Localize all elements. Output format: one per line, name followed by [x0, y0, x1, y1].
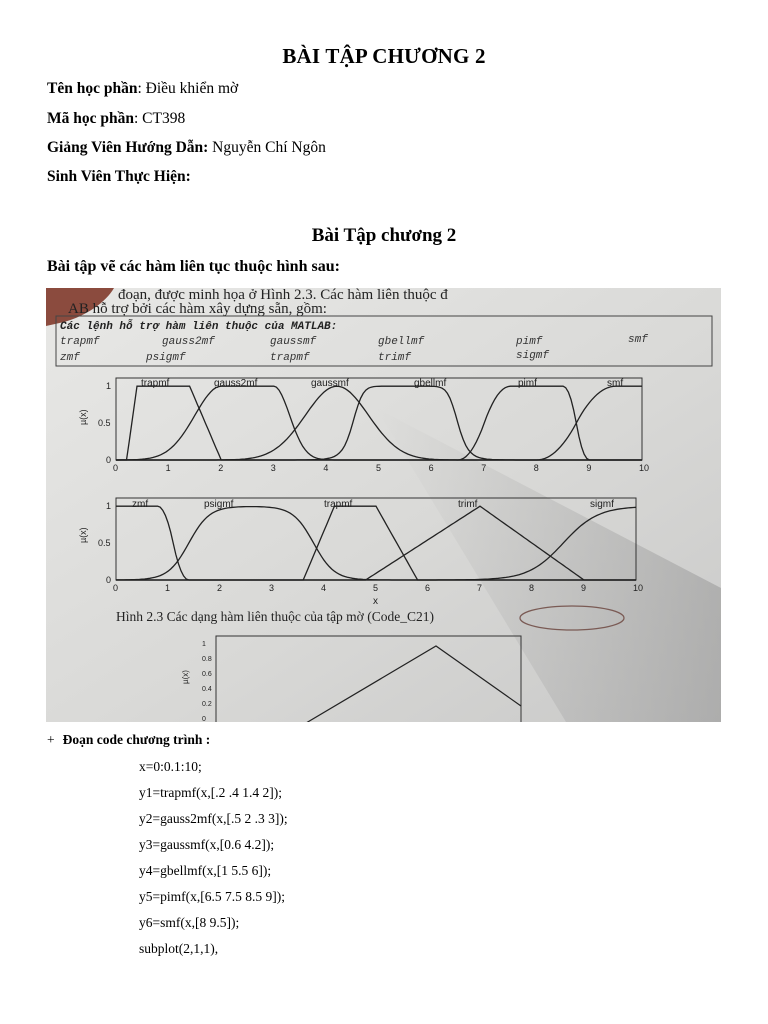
plot-3-ylabel: µ(x): [181, 670, 190, 684]
code-line: y5=pimf(x,[6.5 7.5 8.5 9]);: [139, 889, 285, 904]
plot-2-xtick-label: 9: [581, 583, 587, 593]
code-line: y1=trapmf(x,[.2 .4 1.4 2]);: [139, 785, 282, 800]
code-line: subplot(2,1,1),: [139, 941, 219, 956]
student-line: [47, 168, 191, 186]
plot-2-xtick-label: 1: [165, 583, 171, 593]
plot-2-xlabel: x: [373, 596, 378, 607]
plot-1-ytick-label: 0.5: [98, 418, 111, 429]
code-line: y6=smf(x,[8 9.5]);: [139, 915, 240, 930]
plot-3-ytick-label: 1: [202, 641, 206, 648]
plot-1-curve-label: gaussmf: [311, 378, 349, 389]
plot-2-curve-label: trimf: [458, 499, 478, 510]
figure-caption: Hình 2.3 Các dạng hàm liên thuộc của tập mờ (Code_C21): [116, 609, 434, 624]
plot-3-ytick-label: 0.4: [202, 686, 212, 693]
document-title: BÀI TẬP CHƯƠNG 2: [282, 44, 486, 68]
cmd-r2-3: trimf: [378, 352, 412, 364]
cmd-r1-3: gbellmf: [378, 336, 425, 348]
plot-2-ylabel: µ(x): [78, 527, 88, 543]
plot-2-ytick-label: 0.5: [98, 538, 111, 549]
plot-2-xtick-label: 8: [529, 583, 535, 593]
plot-2-ytick-label: 0: [106, 575, 112, 585]
instructor-line: [47, 139, 326, 157]
plot-1-ytick-label: 0: [106, 455, 112, 465]
cmd-r1-2: gaussmf: [270, 336, 317, 348]
plot-1-xtick-label: 2: [218, 463, 224, 473]
plot-1-xtick-label: 4: [323, 463, 329, 473]
plot-3-ytick-label: 0.2: [202, 701, 212, 708]
plot-1-ylabel: µ(x): [78, 409, 88, 425]
section-title: Bài Tập chương 2: [311, 225, 457, 246]
code-line: x=0:0.1:10;: [139, 759, 202, 774]
cmd-r1-0: trapmf: [60, 336, 100, 348]
photo-top-text-1: đoạn, được minh họa ở Hình 2.3. Các hàm liên thuộc đ: [118, 288, 448, 303]
instructor-value: Nguyễn Chí Ngôn: [208, 139, 326, 156]
cmd-r1-4: pimf: [516, 336, 543, 348]
course-name-label: Tên học phần: [47, 80, 138, 97]
course-name-line: [47, 80, 238, 98]
plot-1-curve-label: gauss2mf: [214, 378, 258, 389]
plot-2-curve-label: zmf: [132, 499, 149, 510]
cmd-r2-0: zmf: [60, 352, 80, 364]
command-box-title: Các lệnh hỗ trợ hàm liên thuộc của MATLAB:: [60, 321, 338, 333]
student-label: Sinh Viên Thực Hiện:: [47, 168, 191, 185]
plot-1-ytick-label: 1: [106, 381, 112, 392]
plot-1-xtick-label: 9: [586, 463, 592, 473]
plot-1-xtick-label: 5: [376, 463, 382, 473]
plot-2-curve-label: trapmf: [324, 499, 353, 510]
photo-top-text-2: AB hỗ trợ bởi các hàm xây dựng sẵn, gồm:: [68, 301, 327, 317]
cmd-r1-5: smf: [628, 334, 648, 346]
plot-1-curve-label: gbellmf: [414, 378, 447, 389]
plot-2-xtick-label: 5: [373, 583, 379, 593]
plot-2-curve-label: sigmf: [590, 499, 614, 510]
plot-2-ytick-label: 1: [106, 501, 112, 512]
plot-2-xtick-label: 4: [321, 583, 327, 593]
code-heading: Đoạn code chương trình :: [62, 732, 211, 747]
code-line: y2=gauss2mf(x,[.5 2 .3 3]);: [139, 811, 288, 826]
plot-2-xtick-label: 2: [217, 583, 223, 593]
plot-1-xtick-label: 8: [533, 463, 539, 473]
plot-2-xtick-label: 3: [269, 583, 275, 593]
bullet-mark: +: [47, 732, 55, 747]
textbook-photo: [46, 288, 721, 722]
code-heading-line: [47, 732, 210, 748]
cmd-r1-1: gauss2mf: [162, 336, 215, 348]
plot-1-xtick-label: 1: [165, 463, 171, 473]
course-code-value: : CT398: [134, 110, 186, 127]
plot-2-xtick-label: 0: [113, 583, 119, 593]
plot-3-ytick-label: 0.6: [202, 671, 212, 678]
plot-1-curve-label: smf: [607, 378, 624, 389]
course-code-line: [47, 110, 185, 128]
plot-1-xtick-label: 0: [113, 463, 119, 473]
section-intro: Bài tập vẽ các hàm liên tục thuộc hình sau:: [47, 258, 340, 275]
plot-3-ytick-label: 0: [202, 716, 206, 722]
plot-2-xtick-label: 7: [477, 583, 483, 593]
plot-1-xtick-label: 10: [639, 463, 650, 473]
plot-1-xtick-label: 7: [481, 463, 487, 473]
cmd-r2-2: trapmf: [270, 352, 310, 364]
textbook-photo-svg: [46, 288, 721, 722]
plot-1-curve-label: pimf: [518, 378, 537, 389]
plot-1-curve-label: trapmf: [141, 378, 170, 389]
code-line: y4=gbellmf(x,[1 5.5 6]);: [139, 863, 272, 878]
course-code-label: Mã học phần: [47, 110, 134, 127]
plot-2-xtick-label: 10: [633, 583, 644, 593]
plot-3-ytick-label: 0.8: [202, 656, 212, 663]
code-line: y3=gaussmf(x,[0.6 4.2]);: [139, 837, 275, 852]
plot-2-xtick-label: 6: [425, 583, 431, 593]
plot-1-xtick-label: 6: [428, 463, 434, 473]
instructor-label: Giảng Viên Hướng Dẫn:: [47, 139, 209, 156]
plot-2-curve-label: psigmf: [204, 499, 234, 510]
cmd-r2-4: sigmf: [516, 350, 550, 362]
course-name-value: : Điều khiển mờ: [137, 80, 239, 97]
cmd-r2-1: psigmf: [146, 352, 186, 364]
plot-1-xtick-label: 3: [270, 463, 276, 473]
